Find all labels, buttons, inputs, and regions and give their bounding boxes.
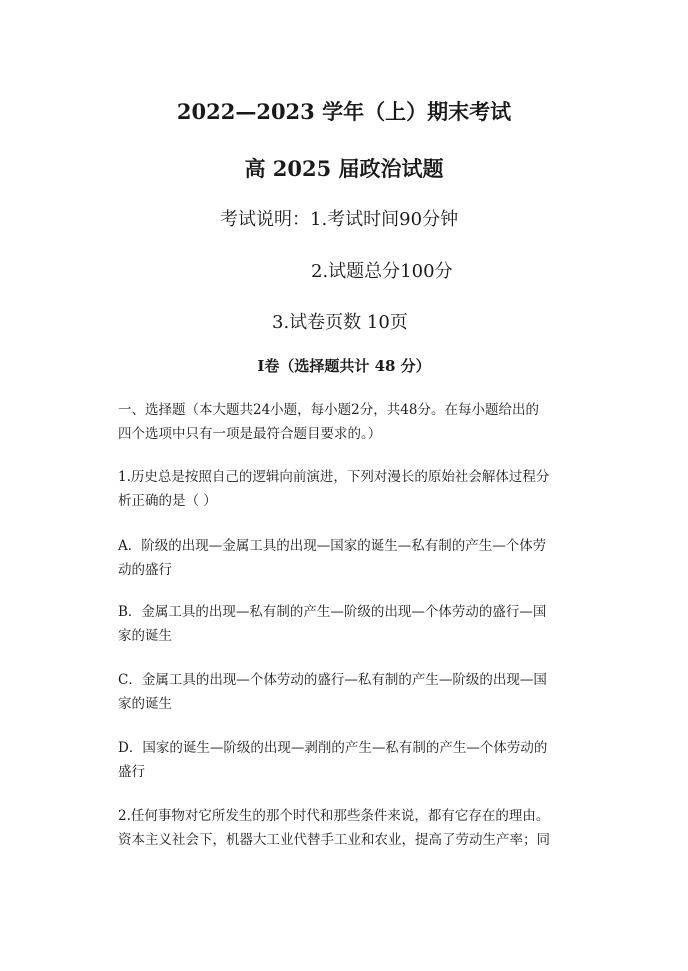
option-line: 盛行 xyxy=(118,764,145,780)
question-stem-line: 资本主义社会下，机器大工业代替手工业和农业，提高了劳动生产率；同 xyxy=(118,832,550,848)
question-1-stem xyxy=(118,465,578,513)
exam-title: 2022—2023 学年（上）期末考试 xyxy=(176,99,512,124)
exam-note-total-score: 2.试题总分100分 xyxy=(311,261,453,282)
exam-note-duration: 考试说明：1.考试时间90分钟 xyxy=(220,209,459,230)
instructions-line: 一、选择题（本大题共24小题，每小题2分，共48分。在每小题给出的 xyxy=(118,402,539,418)
question-1-option-a xyxy=(118,534,578,582)
option-line: 家的诞生 xyxy=(118,628,172,644)
section-title: Ⅰ卷（选择题共计 48 分） xyxy=(257,357,431,375)
question-2-stem xyxy=(118,804,578,852)
question-1-option-d xyxy=(118,736,578,784)
question-stem-line: 1.历史总是按照自己的逻辑向前演进，下列对漫长的原始社会解体过程分 xyxy=(118,469,550,485)
option-line: C．金属工具的出现—个体劳动的盛行—私有制的产生—阶级的出现—国 xyxy=(118,672,547,688)
question-stem-line: 2.任何事物对它所发生的那个时代和那些条件来说，都有它存在的理由。 xyxy=(118,808,550,824)
question-1-option-b xyxy=(118,600,578,648)
question-stem-line: 析正确的是（ ） xyxy=(118,493,217,509)
question-1-option-c xyxy=(118,668,578,716)
option-line: 家的诞生 xyxy=(118,696,172,712)
section-instructions xyxy=(118,398,578,446)
option-line: B．金属工具的出现—私有制的产生—阶级的出现—个体劳动的盛行—国 xyxy=(118,604,547,620)
instructions-line: 四个选项中只有一项是最符合题目要求的。） xyxy=(118,426,382,442)
option-line: A．阶级的出现—金属工具的出现—国家的诞生—私有制的产生—个体劳 xyxy=(118,538,547,554)
exam-note-page-count: 3.试卷页数 10页 xyxy=(272,312,408,333)
option-line: 动的盛行 xyxy=(118,562,172,578)
exam-subtitle: 高 2025 届政治试题 xyxy=(244,156,444,181)
option-line: D．国家的诞生—阶级的出现—剥削的产生—私有制的产生—个体劳动的 xyxy=(118,740,548,756)
